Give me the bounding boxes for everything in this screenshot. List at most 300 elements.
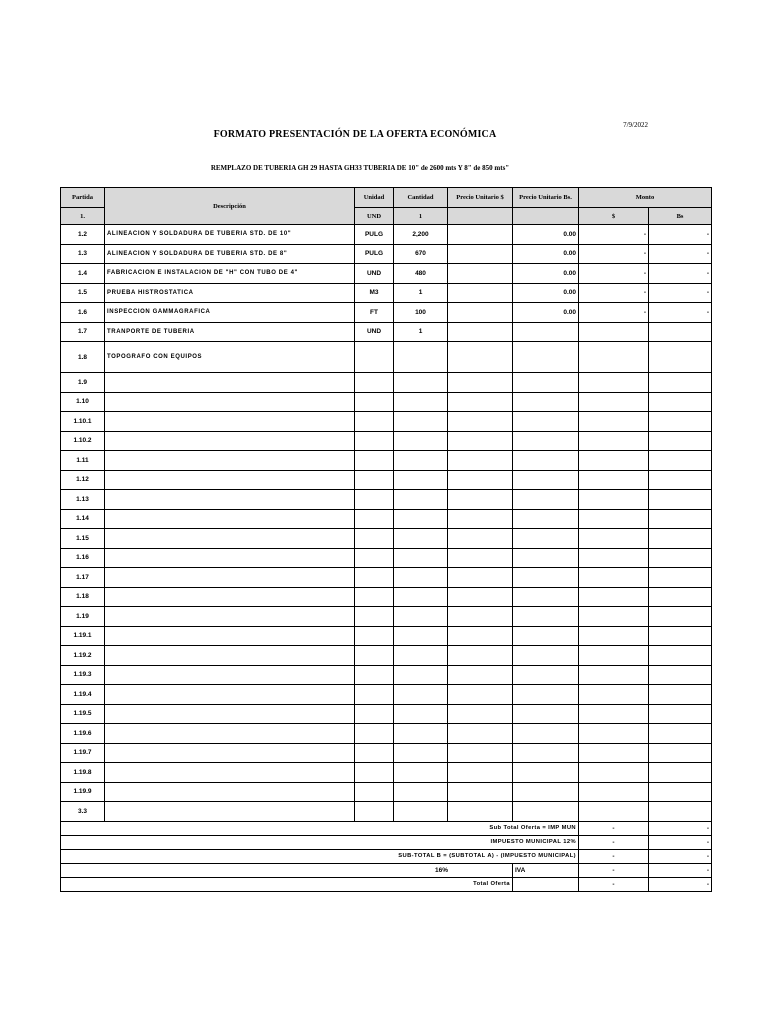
row-unidad	[355, 412, 394, 432]
row-monto-bs	[649, 322, 712, 342]
row-precio-usd	[448, 724, 513, 744]
header-partida: Partida	[61, 188, 105, 208]
offer-table	[60, 187, 712, 892]
row-partida: 1.19.4	[61, 685, 105, 705]
table-row	[61, 283, 712, 303]
row-precio-usd	[448, 509, 513, 529]
table-row	[61, 802, 712, 822]
row-unidad	[355, 509, 394, 529]
row-unidad	[355, 451, 394, 471]
row-unidad	[355, 548, 394, 568]
row-precio-bs	[513, 724, 579, 744]
row-precio-bs	[513, 470, 579, 490]
row-cantidad: 2,200	[394, 225, 448, 245]
row-unidad	[355, 626, 394, 646]
row-monto-usd	[579, 412, 649, 432]
total-bs: -	[649, 849, 712, 863]
table-row	[61, 373, 712, 393]
row-monto-bs	[649, 802, 712, 822]
table-row	[61, 665, 712, 685]
row-monto-bs	[649, 568, 712, 588]
subheader-cantidad: 1	[394, 208, 448, 225]
row-monto-bs: -	[649, 264, 712, 284]
table-row	[61, 529, 712, 549]
row-unidad	[355, 685, 394, 705]
row-precio-bs	[513, 392, 579, 412]
row-monto-bs	[649, 392, 712, 412]
row-monto-bs: -	[649, 244, 712, 264]
row-monto-usd	[579, 802, 649, 822]
row-monto-usd: -	[579, 244, 649, 264]
row-precio-usd	[448, 470, 513, 490]
row-monto-bs	[649, 451, 712, 471]
row-precio-bs	[513, 646, 579, 666]
row-partida: 1.19.9	[61, 782, 105, 802]
row-unidad	[355, 392, 394, 412]
row-precio-bs	[513, 548, 579, 568]
row-description: ALINEACION Y SOLDADURA DE TUBERIA STD. DE 8"	[105, 244, 355, 264]
row-description	[105, 568, 355, 588]
row-precio-bs	[513, 509, 579, 529]
row-unidad	[355, 743, 394, 763]
row-monto-usd	[579, 431, 649, 451]
row-description: ALINEACION Y SOLDADURA DE TUBERIA STD. DE 10"	[105, 225, 355, 245]
subheader-unidad: UND	[355, 208, 394, 225]
row-description: FABRICACION E INSTALACION DE "H" CON TUBO DE 4"	[105, 264, 355, 284]
row-precio-bs	[513, 607, 579, 627]
row-monto-bs	[649, 509, 712, 529]
table-row	[61, 225, 712, 245]
row-cantidad: 1	[394, 322, 448, 342]
row-unidad	[355, 704, 394, 724]
row-precio-usd	[448, 802, 513, 822]
row-cantidad	[394, 509, 448, 529]
header-monto: Monto	[579, 188, 712, 208]
row-precio-usd	[448, 646, 513, 666]
row-monto-bs	[649, 607, 712, 627]
table-row	[61, 607, 712, 627]
row-precio-usd	[448, 743, 513, 763]
total-usd: -	[579, 835, 649, 849]
row-partida: 1.10.2	[61, 431, 105, 451]
row-monto-bs	[649, 490, 712, 510]
row-cantidad	[394, 782, 448, 802]
row-precio-usd	[448, 283, 513, 303]
row-partida: 1.15	[61, 529, 105, 549]
row-unidad	[355, 568, 394, 588]
total-bs: -	[649, 835, 712, 849]
row-monto-usd	[579, 373, 649, 393]
row-monto-usd: -	[579, 264, 649, 284]
row-monto-bs: -	[649, 283, 712, 303]
table-row	[61, 322, 712, 342]
table-row	[61, 704, 712, 724]
row-monto-bs	[649, 342, 712, 373]
row-monto-usd	[579, 704, 649, 724]
row-precio-usd	[448, 685, 513, 705]
row-description	[105, 607, 355, 627]
row-description	[105, 548, 355, 568]
row-cantidad	[394, 568, 448, 588]
row-partida: 1.16	[61, 548, 105, 568]
table-row	[61, 264, 712, 284]
row-partida: 1.4	[61, 264, 105, 284]
row-partida: 1.3	[61, 244, 105, 264]
subtotal-row	[61, 821, 712, 835]
row-precio-bs	[513, 782, 579, 802]
total-oferta-blank	[513, 877, 579, 891]
total-usd: -	[579, 849, 649, 863]
row-precio-usd	[448, 548, 513, 568]
row-description: TOPOGRAFO CON EQUIPOS	[105, 342, 355, 373]
row-partida: 1.10	[61, 392, 105, 412]
row-cantidad	[394, 412, 448, 432]
row-monto-usd	[579, 607, 649, 627]
row-description	[105, 782, 355, 802]
total-label: IMPUESTO MUNICIPAL 12%	[61, 835, 579, 849]
row-partida: 1.2	[61, 225, 105, 245]
row-description	[105, 412, 355, 432]
total-oferta-label: Total Oferta	[61, 877, 513, 891]
row-precio-usd	[448, 587, 513, 607]
row-precio-bs	[513, 451, 579, 471]
row-precio-usd	[448, 529, 513, 549]
table-row	[61, 392, 712, 412]
iva-label: IVA	[513, 863, 579, 877]
row-precio-bs	[513, 626, 579, 646]
row-precio-usd	[448, 704, 513, 724]
row-precio-bs: 0.00	[513, 225, 579, 245]
row-cantidad: 100	[394, 303, 448, 323]
table-row	[61, 646, 712, 666]
total-bs: -	[649, 821, 712, 835]
row-cantidad	[394, 587, 448, 607]
row-unidad: PULG	[355, 244, 394, 264]
total-label: SUB-TOTAL B = (SUBTOTAL A) - (IMPUESTO MUNICIPAL)	[61, 849, 579, 863]
header-unidad: Unidad	[355, 188, 394, 208]
row-precio-bs: 0.00	[513, 283, 579, 303]
row-monto-bs	[649, 373, 712, 393]
header-precio-usd: Precio Unitario $	[448, 188, 513, 208]
row-partida: 1.13	[61, 490, 105, 510]
table-row	[61, 303, 712, 323]
subtotal-b-row	[61, 849, 712, 863]
row-partida: 1.6	[61, 303, 105, 323]
table-row	[61, 431, 712, 451]
row-partida: 1.19.7	[61, 743, 105, 763]
row-monto-bs: -	[649, 225, 712, 245]
table-row	[61, 782, 712, 802]
row-precio-bs	[513, 665, 579, 685]
row-cantidad	[394, 743, 448, 763]
row-precio-bs: 0.00	[513, 303, 579, 323]
row-description	[105, 587, 355, 607]
row-precio-usd	[448, 782, 513, 802]
table-row	[61, 548, 712, 568]
row-description	[105, 373, 355, 393]
iva-percent: 16%	[61, 863, 513, 877]
row-partida: 1.19.8	[61, 763, 105, 783]
row-partida: 1.8	[61, 342, 105, 373]
row-precio-bs	[513, 568, 579, 588]
table-row	[61, 244, 712, 264]
row-partida: 1.10.1	[61, 412, 105, 432]
row-unidad	[355, 587, 394, 607]
row-monto-bs	[649, 704, 712, 724]
header-descripcion: Descripción	[105, 188, 355, 225]
row-cantidad	[394, 724, 448, 744]
row-precio-bs	[513, 412, 579, 432]
row-cantidad	[394, 451, 448, 471]
row-precio-usd	[448, 626, 513, 646]
table-row	[61, 490, 712, 510]
row-monto-bs	[649, 665, 712, 685]
row-precio-bs	[513, 743, 579, 763]
table-row	[61, 587, 712, 607]
row-precio-bs: 0.00	[513, 244, 579, 264]
total-usd: -	[579, 821, 649, 835]
row-description	[105, 743, 355, 763]
row-monto-bs	[649, 529, 712, 549]
row-precio-usd	[448, 568, 513, 588]
total-label: Sub Total Oferta = IMP MUN	[61, 821, 579, 835]
row-precio-usd	[448, 373, 513, 393]
row-unidad	[355, 607, 394, 627]
iva-row	[61, 863, 712, 877]
total-oferta-usd: -	[579, 877, 649, 891]
row-cantidad	[394, 607, 448, 627]
row-description: INSPECCION GAMMAGRAFICA	[105, 303, 355, 323]
row-monto-usd	[579, 626, 649, 646]
header-precio-bs: Precio Unitario Bs.	[513, 188, 579, 208]
row-monto-bs	[649, 763, 712, 783]
row-description	[105, 646, 355, 666]
row-monto-bs	[649, 431, 712, 451]
row-monto-bs	[649, 685, 712, 705]
row-unidad	[355, 763, 394, 783]
row-monto-bs	[649, 587, 712, 607]
table-row	[61, 568, 712, 588]
row-monto-bs	[649, 470, 712, 490]
row-monto-usd	[579, 548, 649, 568]
row-cantidad	[394, 529, 448, 549]
row-precio-usd	[448, 763, 513, 783]
row-monto-usd	[579, 646, 649, 666]
row-monto-usd	[579, 490, 649, 510]
row-unidad	[355, 724, 394, 744]
row-monto-usd	[579, 392, 649, 412]
row-description	[105, 665, 355, 685]
row-partida: 1.18	[61, 587, 105, 607]
row-monto-bs	[649, 412, 712, 432]
row-unidad	[355, 431, 394, 451]
header-bs: Bs	[649, 208, 712, 225]
row-description	[105, 392, 355, 412]
table-row	[61, 626, 712, 646]
row-unidad	[355, 373, 394, 393]
row-precio-usd	[448, 607, 513, 627]
row-precio-usd	[448, 451, 513, 471]
row-precio-usd	[448, 244, 513, 264]
row-partida: 1.19.2	[61, 646, 105, 666]
iva-bs: -	[649, 863, 712, 877]
row-monto-bs	[649, 743, 712, 763]
row-cantidad	[394, 490, 448, 510]
row-precio-bs	[513, 373, 579, 393]
row-partida: 1.5	[61, 283, 105, 303]
row-unidad	[355, 529, 394, 549]
row-description	[105, 431, 355, 451]
document-date: 7/9/2022	[623, 121, 648, 129]
row-precio-usd	[448, 490, 513, 510]
header-row	[61, 188, 712, 208]
row-cantidad	[394, 704, 448, 724]
row-precio-usd	[448, 342, 513, 373]
row-precio-bs	[513, 431, 579, 451]
row-precio-bs	[513, 802, 579, 822]
table-row	[61, 470, 712, 490]
row-monto-usd	[579, 451, 649, 471]
row-partida: 1.19.6	[61, 724, 105, 744]
row-cantidad	[394, 392, 448, 412]
row-partida: 1.19	[61, 607, 105, 627]
row-monto-usd	[579, 665, 649, 685]
row-monto-bs	[649, 782, 712, 802]
subheader-partida: 1.	[61, 208, 105, 225]
document-title: FORMATO PRESENTACIÓN DE LA OFERTA ECONÓMICA	[213, 129, 497, 140]
row-cantidad	[394, 763, 448, 783]
row-monto-usd	[579, 568, 649, 588]
row-precio-bs	[513, 342, 579, 373]
row-description	[105, 509, 355, 529]
table-row	[61, 412, 712, 432]
row-description	[105, 763, 355, 783]
row-precio-usd	[448, 264, 513, 284]
row-precio-bs: 0.00	[513, 264, 579, 284]
row-monto-bs	[649, 724, 712, 744]
table-row	[61, 763, 712, 783]
row-precio-usd	[448, 225, 513, 245]
row-cantidad	[394, 470, 448, 490]
row-partida: 3.3	[61, 802, 105, 822]
row-precio-usd	[448, 303, 513, 323]
table-row	[61, 342, 712, 373]
row-cantidad: 670	[394, 244, 448, 264]
row-cantidad	[394, 548, 448, 568]
row-monto-usd	[579, 587, 649, 607]
row-unidad	[355, 342, 394, 373]
row-precio-bs	[513, 587, 579, 607]
row-monto-usd	[579, 782, 649, 802]
row-monto-bs	[649, 548, 712, 568]
row-cantidad	[394, 665, 448, 685]
row-unidad	[355, 646, 394, 666]
row-monto-bs: -	[649, 303, 712, 323]
row-monto-usd	[579, 470, 649, 490]
row-description	[105, 802, 355, 822]
row-cantidad	[394, 802, 448, 822]
row-monto-usd	[579, 685, 649, 705]
row-unidad	[355, 782, 394, 802]
row-monto-usd	[579, 724, 649, 744]
row-partida: 1.7	[61, 322, 105, 342]
row-precio-usd	[448, 412, 513, 432]
row-unidad: UND	[355, 322, 394, 342]
row-precio-usd	[448, 665, 513, 685]
row-precio-bs	[513, 685, 579, 705]
row-cantidad	[394, 431, 448, 451]
row-partida: 1.19.3	[61, 665, 105, 685]
row-partida: 1.11	[61, 451, 105, 471]
row-partida: 1.14	[61, 509, 105, 529]
iva-usd: -	[579, 863, 649, 877]
row-monto-usd: -	[579, 225, 649, 245]
row-monto-bs	[649, 646, 712, 666]
table-row	[61, 724, 712, 744]
row-description	[105, 704, 355, 724]
header-usd: $	[579, 208, 649, 225]
row-partida: 1.19.1	[61, 626, 105, 646]
row-precio-usd	[448, 322, 513, 342]
total-oferta-bs: -	[649, 877, 712, 891]
row-cantidad	[394, 342, 448, 373]
row-unidad: UND	[355, 264, 394, 284]
row-unidad	[355, 665, 394, 685]
document-subtitle: REMPLAZO DE TUBERIA GH 29 HASTA GH33 TUBERIA DE 10" de 2600 mts Y 8" de 850 mts"	[210, 164, 510, 172]
row-cantidad	[394, 373, 448, 393]
row-description: TRANPORTE DE TUBERIA	[105, 322, 355, 342]
row-partida: 1.19.5	[61, 704, 105, 724]
row-monto-usd	[579, 763, 649, 783]
row-description	[105, 685, 355, 705]
impuesto-row	[61, 835, 712, 849]
subheader-precio-bs	[513, 208, 579, 225]
row-description	[105, 626, 355, 646]
row-description	[105, 724, 355, 744]
row-precio-bs	[513, 322, 579, 342]
row-partida: 1.12	[61, 470, 105, 490]
row-unidad	[355, 802, 394, 822]
row-description	[105, 470, 355, 490]
row-monto-usd	[579, 509, 649, 529]
row-description	[105, 451, 355, 471]
row-monto-usd: -	[579, 303, 649, 323]
row-precio-bs	[513, 529, 579, 549]
table-row	[61, 685, 712, 705]
row-cantidad	[394, 626, 448, 646]
row-precio-bs	[513, 490, 579, 510]
table-row	[61, 451, 712, 471]
row-description: PRUEBA HISTROSTATICA	[105, 283, 355, 303]
row-precio-usd	[448, 392, 513, 412]
row-monto-usd	[579, 743, 649, 763]
header-cantidad: Cantidad	[394, 188, 448, 208]
row-cantidad	[394, 646, 448, 666]
row-unidad	[355, 490, 394, 510]
row-description	[105, 529, 355, 549]
row-cantidad: 480	[394, 264, 448, 284]
row-unidad	[355, 470, 394, 490]
row-precio-bs	[513, 763, 579, 783]
row-cantidad	[394, 685, 448, 705]
row-monto-bs	[649, 626, 712, 646]
row-unidad: M3	[355, 283, 394, 303]
table-row	[61, 509, 712, 529]
row-description	[105, 490, 355, 510]
row-precio-bs	[513, 704, 579, 724]
row-cantidad: 1	[394, 283, 448, 303]
subheader-precio-usd	[448, 208, 513, 225]
